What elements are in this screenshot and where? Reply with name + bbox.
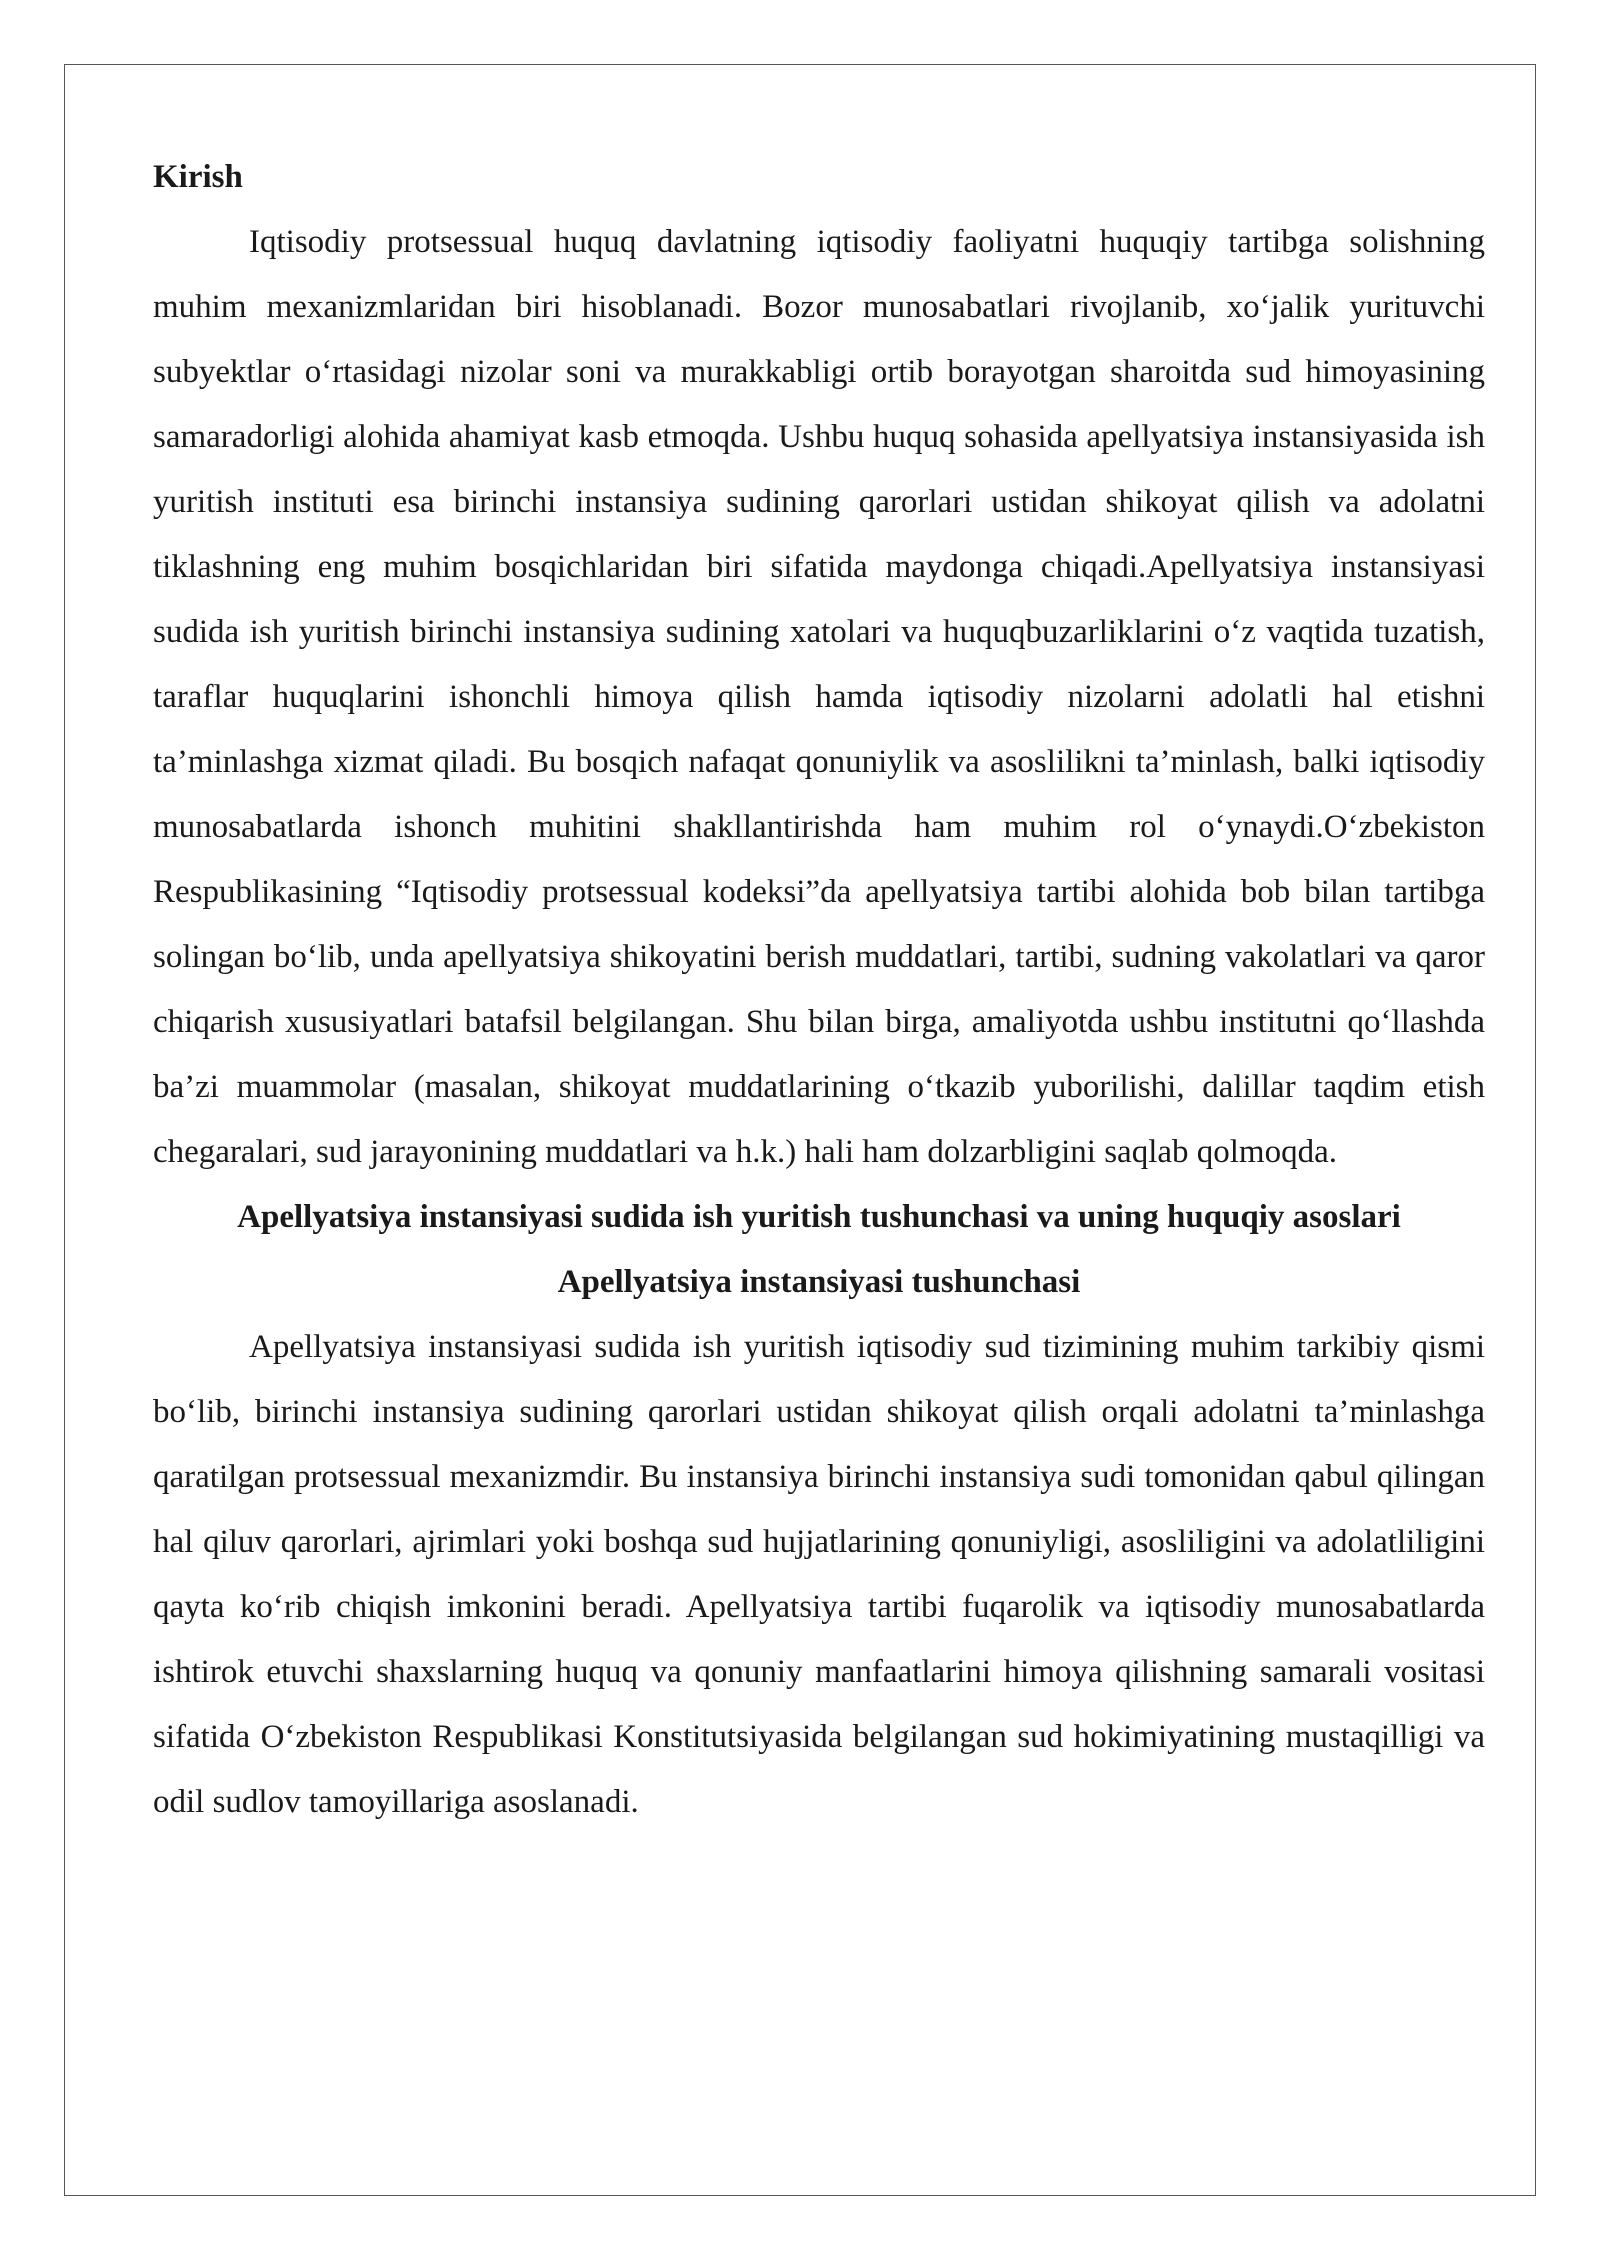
intro-paragraph: Iqtisodiy protsessual huquq davlatning iqtisodiy faoliyatni huquqiy tartibga solishning muhim mexanizmlaridan biri hisoblanadi. Bozor munosabatlari rivojlanib, xo‘jalik yurituvchi subyektlar o‘rtasidagi nizolar soni va murakkabligi ortib borayotgan sharoitda sud himoyasining samaradorligi alohida ahamiyat kasb etmoqda. Ushbu huquq sohasida apellyatsiya instansiyasida ish yuritish instituti esa birinchi instansiya sudining qarorlari ustidan shikoyat qilish va adolatni tiklashning eng muhim bosqichlaridan biri sifatida maydonga chiqadi.Apellyatsiya instansiyasi sudida ish yuritish birinchi instansiya sudining xatolari va huquqbuzarliklarini o‘z vaqtida tuzatish, taraflar huquqlarini ishonchli himoya qilish hamda iqtisodiy nizolarni adolatli hal etishni ta’minlashga xizmat qiladi. Bu bosqich nafaqat qonuniylik va asoslilikni ta’minlash, balki iqtisodiy munosabatlarda ishonch muhitini shakllantirishda ham muhim rol o‘ynaydi.O‘zbekiston Respublikasining “Iqtisodiy protsessual kodeksi”da apellyatsiya tartibi alohida bob bilan tartibga solingan bo‘lib, unda apellyatsiya shikoyatini berish muddatlari, tartibi, sudning vakolatlari va qaror chiqarish xususiyatlari batafsil belgilangan. Shu bilan birga, amaliyotda ushbu institutni qo‘llashda ba’zi muammolar (masalan, shikoyat muddatlarining o‘tkazib yuborilishi, dalillar taqdim etish chegaralari, sud jarayonining muddatlari va h.k.) hali ham dolzarbligini saqlab qolmoqda. [153, 224, 1485, 1170]
section-title: Apellyatsiya instansiyasi sudida ish yuritish tushunchasi va uning huquqiy asoslari [237, 1199, 1401, 1235]
document-body [153, 145, 1485, 1835]
body-paragraph: Apellyatsiya instansiyasi sudida ish yuritish iqtisodiy sud tizimining muhim tarkibiy qismi bo‘lib, birinchi instansiya sudining qarorlari ustidan shikoyat qilish orqali adolatni ta’minlashga qaratilgan protsessual mexanizmdir. Bu instansiya birinchi instansiya sudi tomonidan qabul qilingan hal qiluv qarorlari, ajrimlari yoki boshqa sud hujjatlarining qonuniyligi, asosliligini va adolatliligini qayta ko‘rib chiqish imkonini beradi. Apellyatsiya tartibi fuqarolik va iqtisodiy munosabatlarda ishtirok etuvchi shaxslarning huquq va qonuniy manfaatlarini himoya qilishning samarali vositasi sifatida O‘zbekiston Respublikasi Konstitutsiyasida belgilangan sud hokimiyatining mustaqilligi va odil sudlov tamoyillariga asoslanadi. [153, 1329, 1485, 1820]
subsection-title: Apellyatsiya instansiyasi tushunchasi [557, 1264, 1081, 1300]
document-heading: Kirish [153, 159, 243, 195]
